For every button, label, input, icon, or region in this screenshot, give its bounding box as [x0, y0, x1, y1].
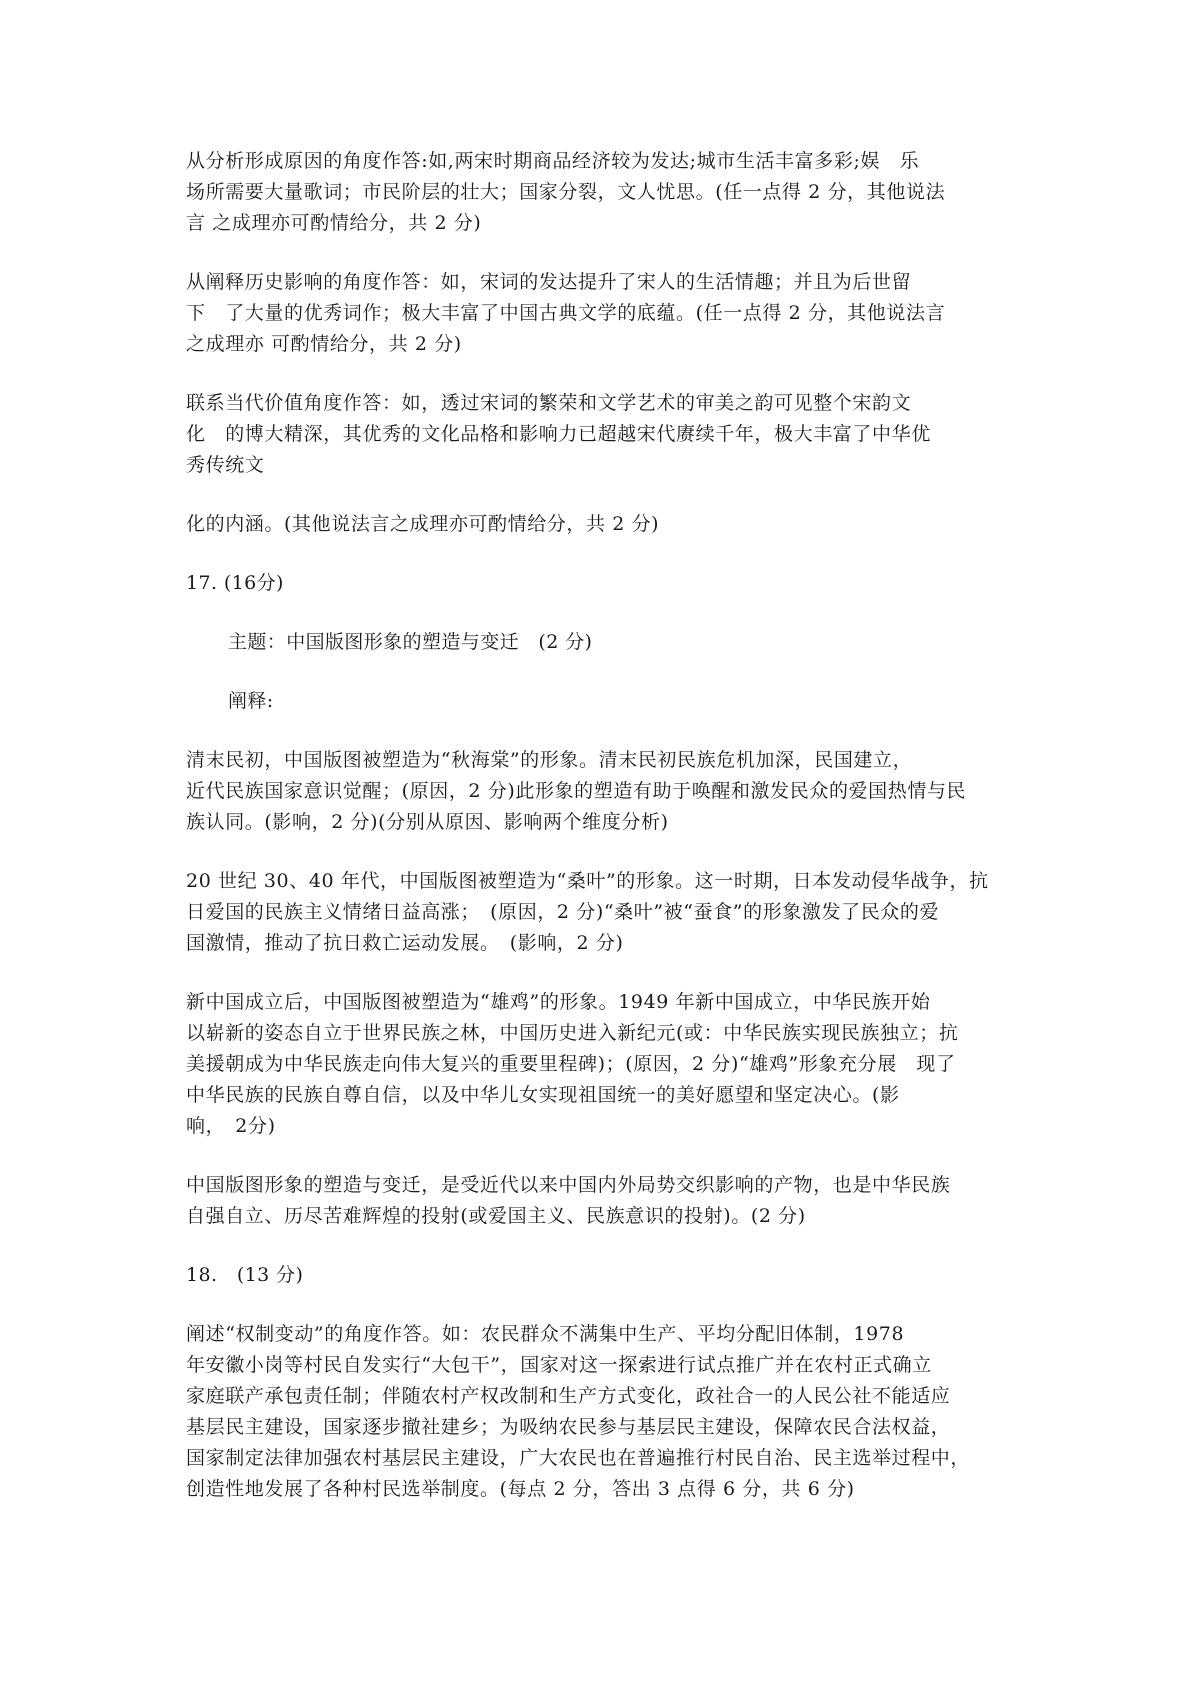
text-line: 近代民族国家意识觉醒；(原因，2 分)此形象的塑造有助于唤醒和激发民众的爱国热情与民 [186, 780, 967, 802]
text-line: 场所需要大量歌词；市民阶层的壮大；国家分裂，文人忧思。(任一点得 2 分，其他说法 [186, 181, 946, 203]
text-line: 自强自立、历尽苦难辉煌的投射(或爱国主义、民族意识的投射)。(2 分) [186, 1205, 806, 1227]
text-line: 新中国成立后，中国版图被塑造为“雄鸡”的形象。1949 年新中国成立，中华民族开始 [186, 991, 931, 1013]
text-line: 阐释: [228, 690, 274, 712]
text-line: 国家制定法律加强农村基层民主建设，广大农民也在普遍推行村民自治、民主选举过程中， [186, 1447, 971, 1469]
text-line: 美援朝成为中华民族走向伟大复兴的重要里程碑)；(原因，2 分)“雄鸡”形象充分展 现了 [186, 1053, 956, 1075]
text-line: 响， 2分) [186, 1115, 276, 1137]
question-17-heading [186, 568, 1022, 599]
answer-para-value-cont [186, 509, 1022, 540]
text-line: 清末民初，中国版图被塑造为“秋海棠”的形象。清末民初民族危机加深，民国建立， [186, 749, 913, 771]
text-line: 20 世纪 30、40 年代，中国版图被塑造为“桑叶”的形象。这一时期，日本发动侵华战争，抗 [186, 870, 989, 892]
text-line: 秀传统文 [186, 454, 265, 476]
text-line: 从分析形成原因的角度作答:如,两宋时期商品经济较为发达;城市生活丰富多彩;娱 乐 [186, 150, 920, 172]
q17-para-summary [186, 1170, 1022, 1232]
answer-para-cause [186, 146, 1022, 239]
text-line: 家庭联产承包责任制；伴随农村产权改制和生产方式变化，政社合一的人民公社不能适应 [186, 1385, 951, 1407]
text-line: 基层民主建设，国家逐步撤社建乡；为吸纳农民参与基层民主建设，保障农民合法权益， [186, 1416, 951, 1438]
document-page [186, 146, 1022, 1533]
text-line: 18. (13 分) [186, 1264, 304, 1286]
answer-para-impact [186, 267, 1022, 360]
text-line: 化的内涵。(其他说法言之成理亦可酌情给分，共 2 分) [186, 513, 660, 535]
q17-theme [186, 627, 1022, 658]
q17-para-mulberry [186, 866, 1022, 959]
text-line: 中华民族的民族自尊自信，以及中华儿女实现祖国统一的美好愿望和坚定决心。(影 [186, 1084, 900, 1106]
text-line: 从阐释历史影响的角度作答：如，宋词的发达提升了宋人的生活情趣；并且为后世留 [186, 271, 912, 293]
text-line: 言 之成理亦可酌情给分，共 2 分) [186, 212, 482, 234]
text-line: 之成理亦 可酌情给分，共 2 分) [186, 333, 462, 355]
text-line: 族认同。(影响，2 分)(分别从原因、影响两个维度分析) [186, 811, 669, 833]
text-line: 国激情，推动了抗日救亡运动发展。 (影响，2 分) [186, 932, 624, 954]
text-line: 主题：中国版图形象的塑造与变迁 (2 分) [228, 631, 593, 653]
text-line: 阐述“权制变动”的角度作答。如：农民群众不满集中生产、平均分配旧体制，1978 [186, 1323, 905, 1345]
text-line: 创造性地发展了各种村民选举制度。(每点 2 分，答出 3 点得 6 分，共 6 分) [186, 1478, 855, 1500]
answer-para-value [186, 388, 1022, 481]
text-line: 日爱国的民族主义情绪日益高涨； (原因，2 分)“桑叶”被“蚕食”的形象激发了民众的爱 [186, 901, 940, 923]
q17-explain-label [186, 686, 1022, 717]
text-line: 年安徽小岗等村民自发实行“大包干”，国家对这一探索进行试点推广并在农村正式确立 [186, 1354, 932, 1376]
q17-para-begonia [186, 745, 1022, 838]
text-line: 中国版图形象的塑造与变迁，是受近代以来中国内外局势交织影响的产物，也是中华民族 [186, 1174, 951, 1196]
question-18-heading [186, 1260, 1022, 1291]
text-line: 化 的博大精深，其优秀的文化品格和影响力已超越宋代赓续千年，极大丰富了中华优 [186, 423, 931, 445]
text-line: 联系当代价值角度作答：如，透过宋词的繁荣和文学艺术的审美之韵可见整个宋韵文 [186, 392, 912, 414]
text-line: 下 了大量的优秀词作；极大丰富了中国古典文学的底蕴。(任一点得 2 分，其他说法言 [186, 302, 946, 324]
text-line: 17. (16分) [186, 572, 284, 594]
q18-para-rights [186, 1319, 1022, 1505]
text-line: 以崭新的姿态自立于世界民族之林，中国历史进入新纪元(或：中华民族实现民族独立；抗 [186, 1022, 959, 1044]
q17-para-rooster [186, 987, 1022, 1142]
